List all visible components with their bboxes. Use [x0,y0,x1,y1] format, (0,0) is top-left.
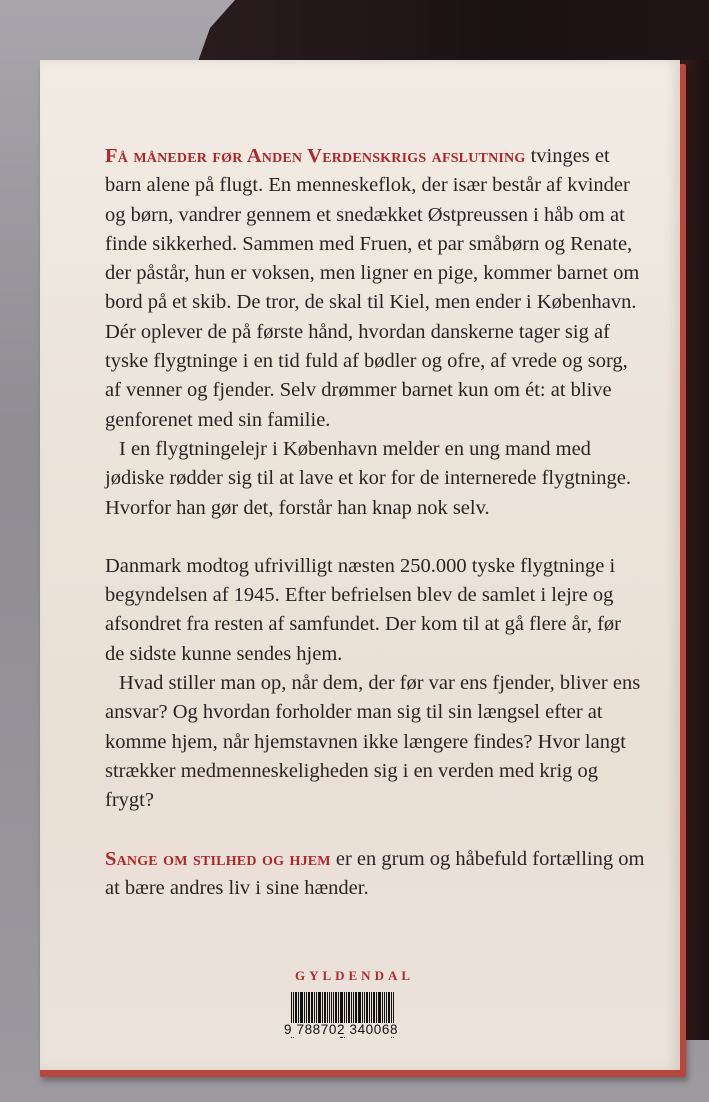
blurb-paragraph-2: I en flygtningelejr i København melder en ung mand med jødiske rødder sig til at lave et kor for de internerede flygtninge. Hvorfor han gør det, forstår han knap nok selv. [105,437,631,519]
blurb-paragraph-1 [105,142,645,435]
blurb-paragraph-3: Danmark modtog ufrivilligt næsten 250.000 tyske flygtninge i begyndelsen af 1945. Efter befrielsen blev de samlet i lejre og afsondret fra resten af samfundet. Der kom til at gå flere år, før de sidste kunne sendes hjem. [105,554,622,665]
blurb-text [105,142,645,903]
isbn-number: 9 788702 340068 [284,1022,399,1037]
book-title-lead: Sange om stilhed og hjem [105,847,331,870]
paragraph-gap [105,816,645,845]
publisher-logo: GYLDENDAL [294,968,415,983]
blurb-lead-1: Få måneder før Anden Verdenskrigs afslutning [105,145,526,167]
blurb-paragraph-4: Hvad stiller man op, når dem, der før var ens fjender, bliver ens ansvar? Og hvordan forholder man sig til sin længsel efter at komme hjem, når hjemstavnen ikke længere findes? Hvor langt strækker medmenneskeligheden sig i en verden med krig og frygt? [105,672,641,812]
blurb-body-1: tvinges et barn alene på flugt. En menneskeflok, der især består af kvinder og børn, vandrer gennem et snedækket Østpreussen i håb om at finde sikkerhed. Sammen med Fruen, et par småbørn og Renate, der påstår, hun er voksen, men ligner en pige, kommer barnet om bord på et skib. De tror, de skal til Kiel, men ender i København. Dér oplever de på første hånd, hvordan danskerne tager sig af tyske flygtninge i en tid fuld af bødler og ofre, af vrede og sorg, af venner og fjender. Selv drømmer barnet kun om ét: at blive genforenet med sin familie. [105,145,640,431]
blurb-paragraph-5 [105,845,645,904]
paragraph-gap [105,523,645,552]
blurb-body-5: er en grum og håbefuld fortælling om at bære andres liv i sine hænder. [105,847,645,899]
